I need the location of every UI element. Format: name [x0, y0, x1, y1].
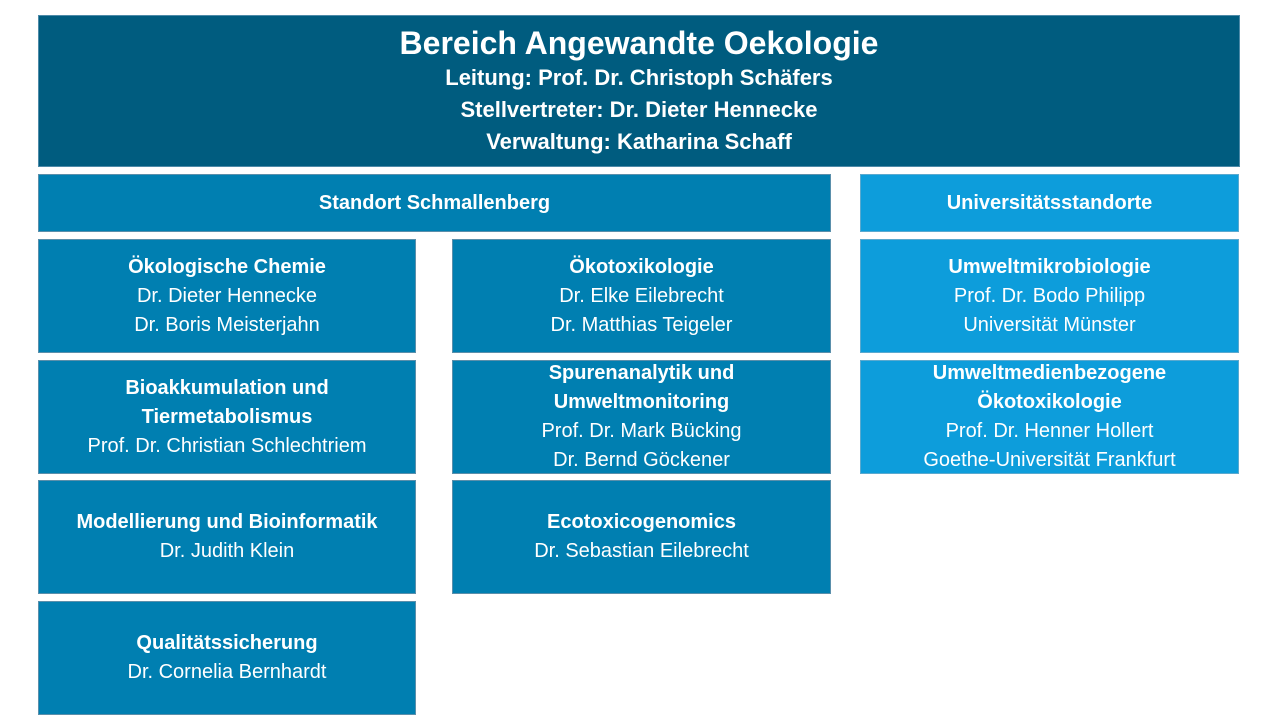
unit-person: Dr. Boris Meisterjahn: [134, 313, 320, 336]
unit-person: Prof. Dr. Christian Schlechtriem: [87, 434, 367, 457]
unit-affiliation: Goethe-Universität Frankfurt: [923, 449, 1176, 471]
unit-person: Prof. Dr. Henner Hollert: [945, 420, 1154, 442]
unit-person: Dr. Matthias Teigeler: [550, 313, 733, 336]
unit-name: Qualitätssicherung: [136, 632, 318, 654]
unit-person: Dr. Judith Klein: [159, 540, 295, 562]
unit-person: Dr. Sebastian Eilebrecht: [534, 540, 749, 562]
unit-person: Dr. Dieter Hennecke: [136, 284, 318, 307]
location-universities-label: Universitätsstandorte: [946, 191, 1153, 214]
unit-qualitaetssicherung: [38, 601, 416, 715]
unit-person: Prof. Dr. Mark Bücking: [541, 420, 742, 442]
unit-umweltmikrobiologie: [860, 239, 1239, 353]
unit-name: Ökotoxikologie: [569, 255, 714, 278]
unit-person: Prof. Dr. Bodo Philipp: [953, 284, 1146, 307]
unit-person: Dr. Elke Eilebrecht: [559, 284, 724, 307]
unit-spurenanalytik: [452, 360, 831, 474]
unit-oekotoxikologie: [452, 239, 831, 353]
unit-name: Ecotoxicogenomics: [547, 511, 736, 533]
unit-modellierung: [38, 480, 416, 594]
department-deputy: Stellvertreter: Dr. Dieter Hennecke: [460, 97, 818, 122]
unit-person: Dr. Cornelia Bernhardt: [127, 661, 327, 683]
unit-umweltmedienbezogene-oekotoxikologie: [860, 360, 1239, 474]
unit-name: Spurenanalytik und: [548, 362, 735, 384]
unit-name: Tiermetabolismus: [141, 405, 313, 428]
unit-name: Umweltmonitoring: [553, 391, 730, 413]
unit-name: Bioakkumulation und: [125, 376, 329, 399]
department-administration: Verwaltung: Katharina Schaff: [486, 129, 792, 154]
unit-bioakkumulation: [38, 360, 416, 474]
unit-person: Dr. Bernd Göckener: [553, 449, 730, 471]
department-lead: Leitung: Prof. Dr. Christoph Schäfers: [445, 65, 833, 90]
unit-name: Umweltmedienbezogene: [932, 362, 1167, 384]
unit-ecotoxicogenomics: [452, 480, 831, 594]
unit-name: Ökotoxikologie: [977, 391, 1122, 413]
unit-oekologische-chemie: [38, 239, 416, 353]
department-header: [38, 15, 1240, 167]
unit-name: Ökologische Chemie: [128, 255, 326, 278]
unit-name: Umweltmikrobiologie: [948, 255, 1151, 278]
location-schmallenberg: [38, 174, 831, 232]
unit-name: Modellierung und Bioinformatik: [76, 511, 378, 533]
unit-affiliation: Universität Münster: [963, 313, 1136, 336]
location-universities: [860, 174, 1239, 232]
department-title: Bereich Angewandte Oekologie: [399, 25, 879, 61]
location-schmallenberg-label: Standort Schmallenberg: [318, 191, 551, 214]
